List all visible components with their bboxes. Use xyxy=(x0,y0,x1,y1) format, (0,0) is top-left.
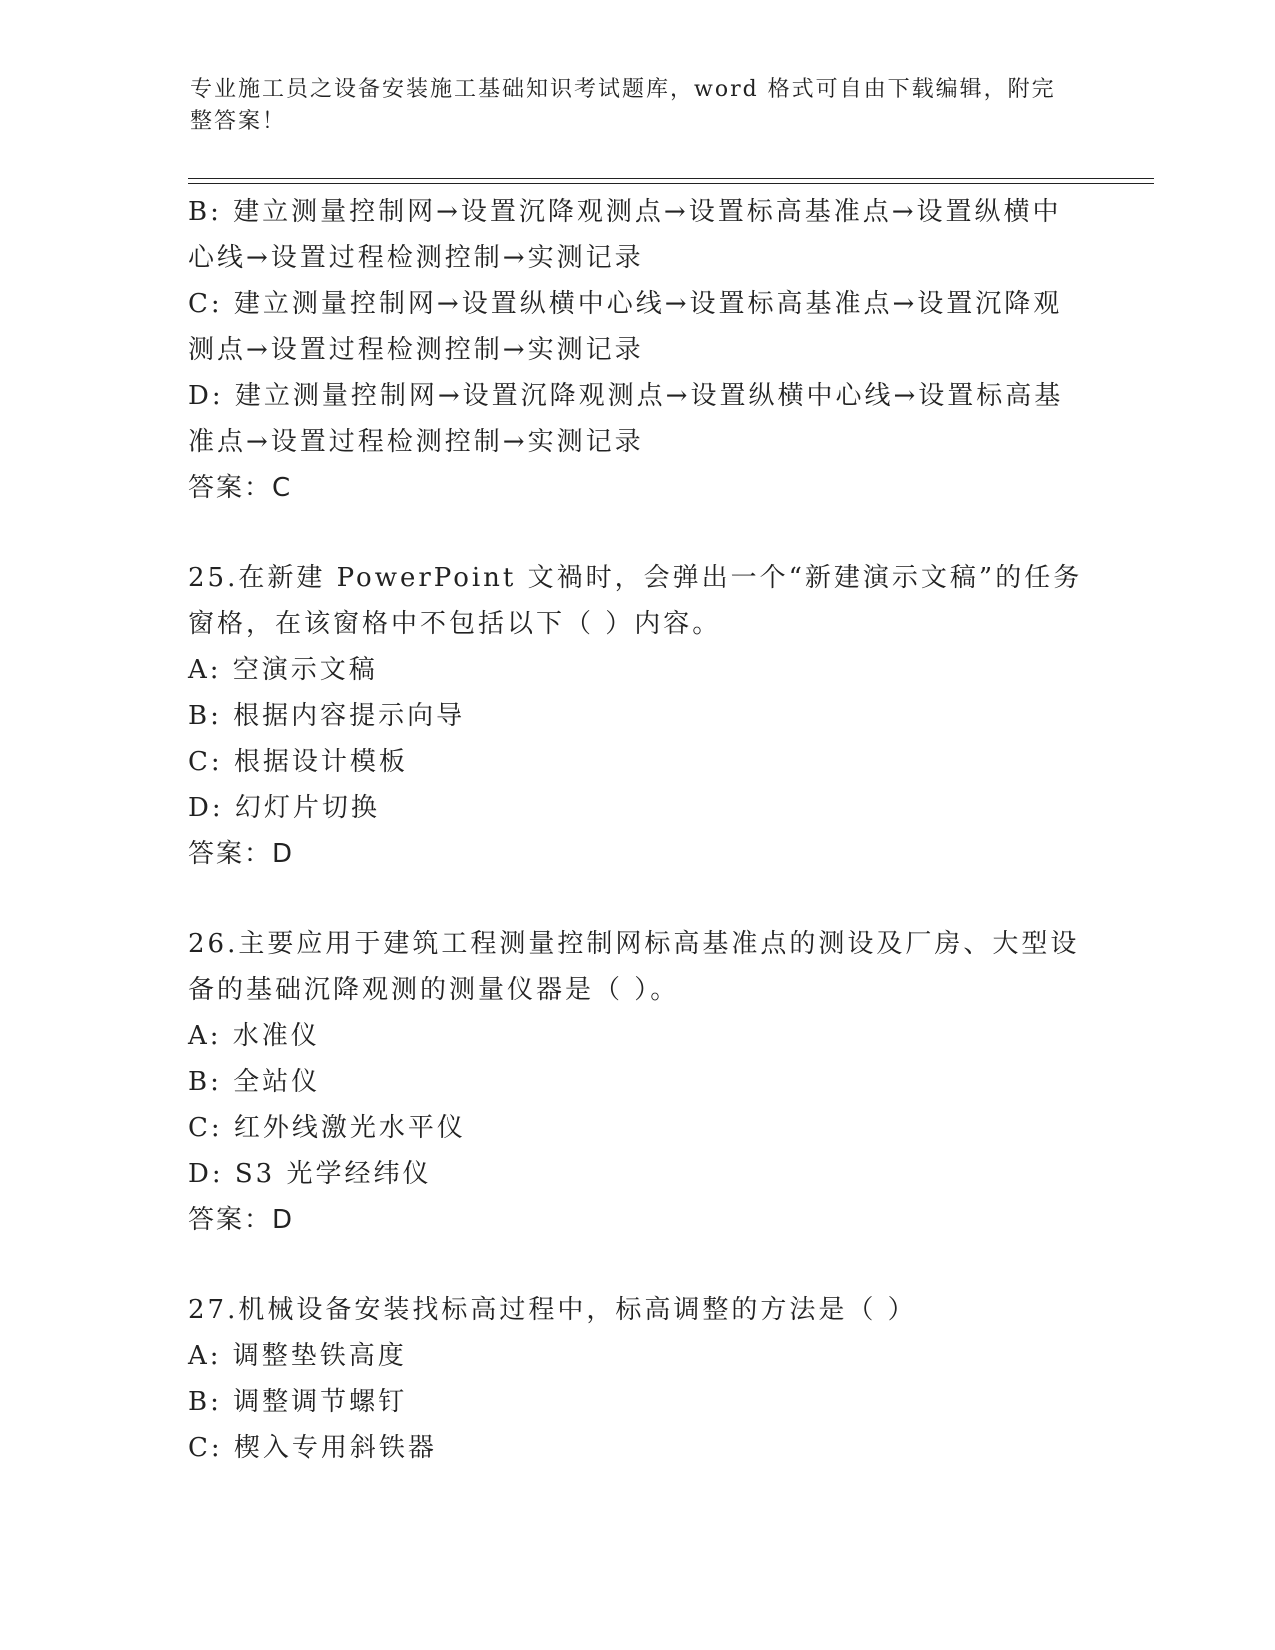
header-rule-bottom xyxy=(188,183,1154,184)
option-c: C: 楔入专用斜铁器 xyxy=(188,1433,437,1463)
option-b-line-2: 心线→设置过程检测控制→实测记录 xyxy=(188,243,644,273)
spacer xyxy=(188,1243,1088,1287)
option-a: A: 空演示文稿 xyxy=(188,655,378,685)
header-line-1: 专业施工员之设备安装施工基础知识考试题库，word 格式可自由下载编辑，附完 xyxy=(190,77,1056,102)
spacer xyxy=(188,877,1088,921)
option-c-line-2: 测点→设置过程检测控制→实测记录 xyxy=(188,335,644,365)
option-d: D: 幻灯片切换 xyxy=(188,793,380,823)
option-b: B: 调整调节螺钉 xyxy=(188,1387,408,1417)
question-24-options xyxy=(188,189,1088,511)
question-25-text-line-1: 25.在新建 PowerPoint 文禍时，会弹出一个“新建演示文稿”的任务 xyxy=(188,563,1083,593)
question-26-text-line-1: 26.主要应用于建筑工程测量控制网标高基准点的测设及厂房、大型设 xyxy=(188,929,1080,959)
answer-24: 答案：C xyxy=(188,473,293,503)
option-c: C: 红外线激光水平仪 xyxy=(188,1113,466,1143)
option-a: A: 水准仪 xyxy=(188,1021,320,1051)
header-line-2: 整答案！ xyxy=(190,109,287,134)
option-d-line-2: 准点→设置过程检测控制→实测记录 xyxy=(188,427,644,457)
option-b: B: 根据内容提示向导 xyxy=(188,701,466,731)
option-a: A: 调整垫铁高度 xyxy=(188,1341,407,1371)
question-26-text-line-2: 备的基础沉降观测的测量仪器是（ ）。 xyxy=(188,975,680,1005)
question-27 xyxy=(188,1287,1088,1471)
question-content xyxy=(188,189,1088,1471)
question-27-text-line-1: 27.机械设备安装找标高过程中，标高调整的方法是（ ） xyxy=(188,1295,917,1325)
answer-26: 答案：D xyxy=(188,1205,295,1235)
option-c-line-1: C: 建立测量控制网→设置纵横中心线→设置标高基准点→设置沉降观 xyxy=(188,289,1063,319)
option-d: D: S3 光学经纬仪 xyxy=(188,1159,432,1189)
header-rule-top xyxy=(188,178,1154,179)
answer-25: 答案：D xyxy=(188,839,295,869)
page-header xyxy=(190,74,1090,138)
spacer xyxy=(188,511,1088,555)
option-d-line-1: D: 建立测量控制网→设置沉降观测点→设置纵横中心线→设置标高基 xyxy=(188,381,1064,411)
question-25-text-line-2: 窗格，在该窗格中不包括以下（ ）内容。 xyxy=(188,609,722,639)
option-c: C: 根据设计模板 xyxy=(188,747,408,777)
option-b: B: 全站仪 xyxy=(188,1067,321,1097)
question-26 xyxy=(188,921,1088,1243)
question-25 xyxy=(188,555,1088,877)
option-b-line-1: B: 建立测量控制网→设置沉降观测点→设置标高基准点→设置纵横中 xyxy=(188,197,1062,227)
